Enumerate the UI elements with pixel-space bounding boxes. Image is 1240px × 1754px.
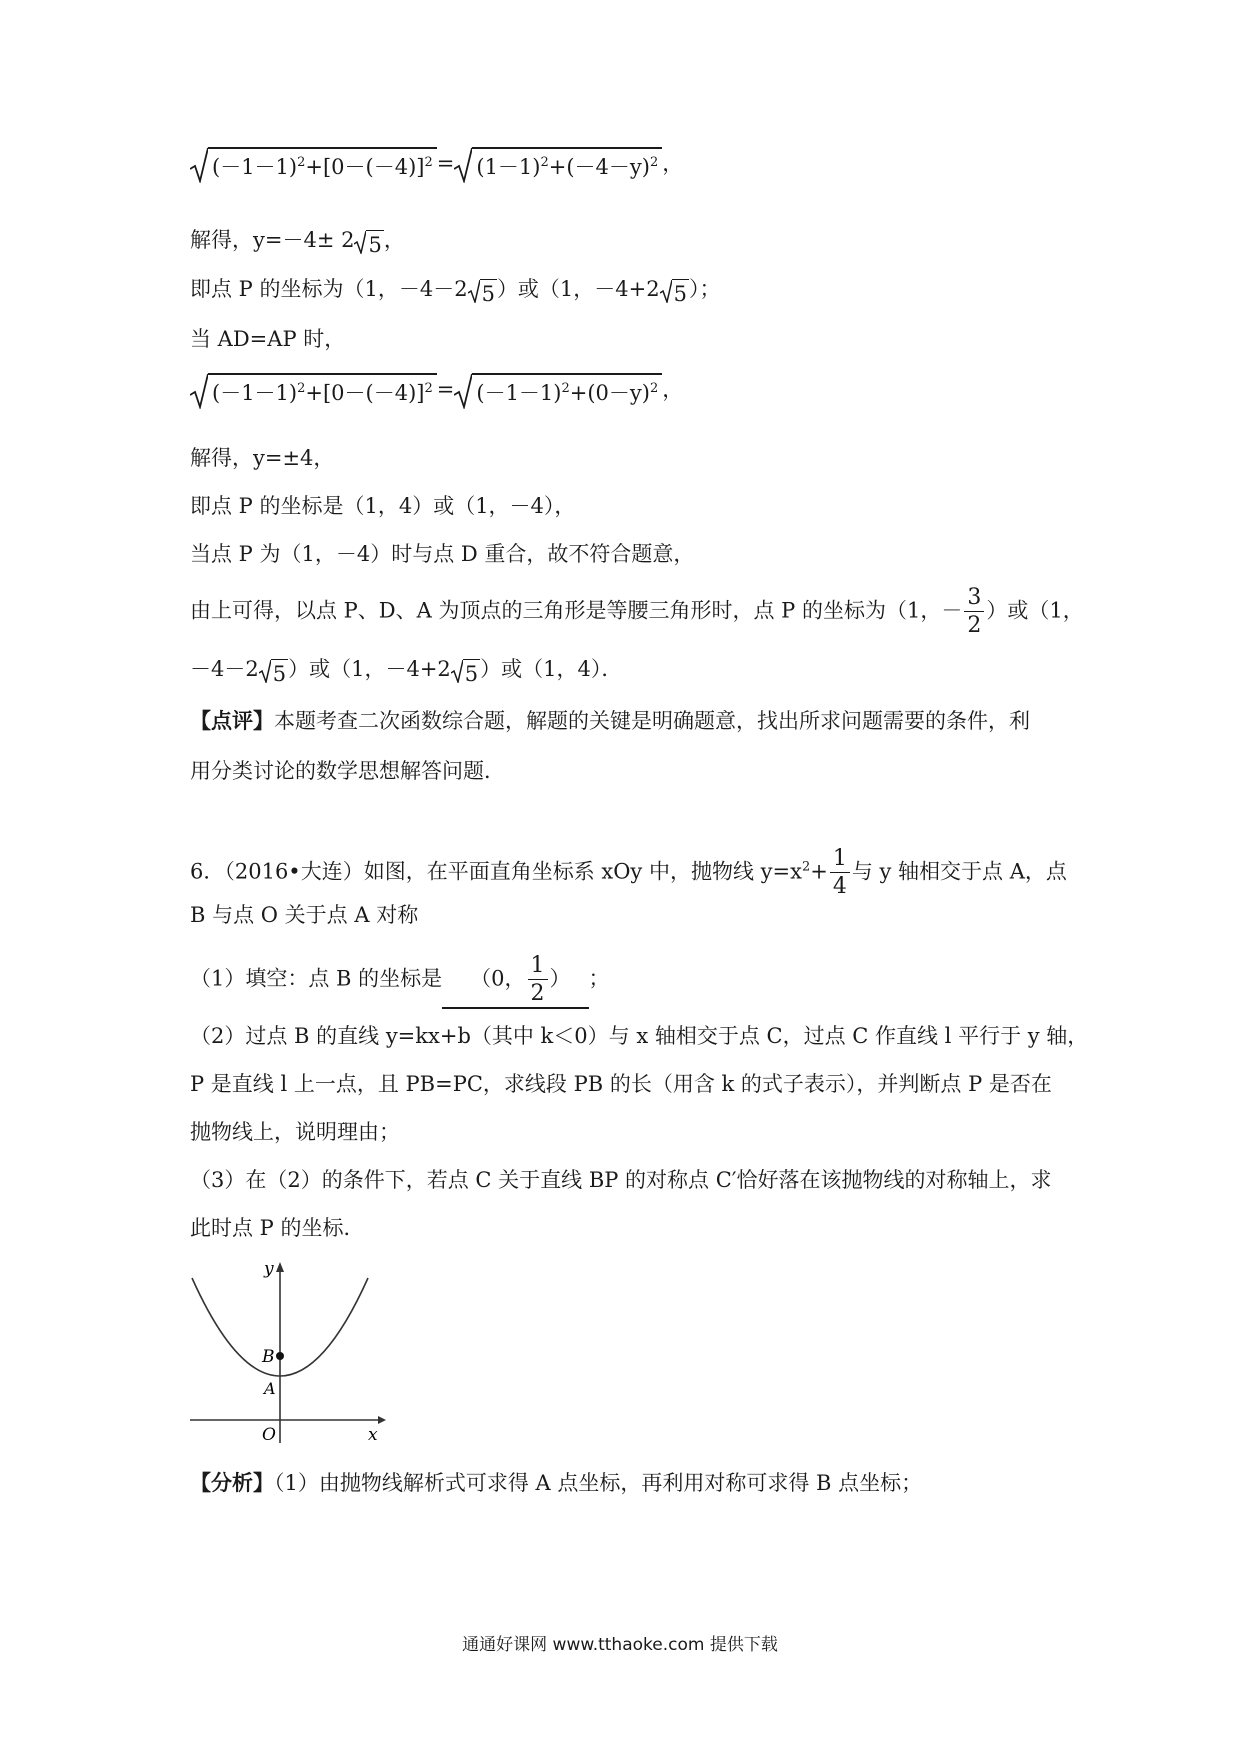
radical-icon	[354, 230, 366, 254]
point-b	[276, 1352, 284, 1360]
question-6-line-2: B 与点 O 关于点 A 对称	[190, 903, 419, 927]
equation-ad-pd: $(-1-1)^2+[0-(-4)]^2$ = $(1-1)^2+(-4-y)^2$ ，	[190, 147, 683, 183]
origin-label: O	[262, 1425, 276, 1445]
equation-ad-ap: $(-1-1)^2+[0-(-4)]^2$ = $(-1-1)^2+(0-y)^2$ ，	[190, 373, 683, 409]
x-label: x	[368, 1425, 378, 1445]
radical-icon	[468, 279, 480, 303]
part-2-line-3: 抛物线上，说明理由；	[190, 1120, 400, 1144]
comment-tag: 【点评】	[190, 708, 274, 733]
exclude-line: 当点 P 为（1，－4）时与点 D 重合，故不符合题意，	[190, 542, 695, 566]
radical-icon	[454, 147, 472, 183]
sqrt-right: $(1-1)^2+(-4-y)^2$	[454, 147, 662, 183]
y-label: y	[264, 1260, 274, 1279]
radical-icon	[190, 373, 208, 409]
question-6-line-1: 6．（2016•大连）如图，在平面直角坐标系 xOy 中，抛物线 $y=x^2+$ $\frac{1}{4}$ 与 y 轴相交于点 A，点	[190, 846, 1067, 899]
solve-line-2: 解得，y=±4，	[190, 446, 335, 470]
y-axis-arrow-icon	[276, 1262, 284, 1272]
conclusion-line-2: －4－2 5）或（1，－4+2 5）或（1，4）．	[190, 657, 623, 686]
comment-line-2: 用分类讨论的数学思想解答问题．	[190, 759, 505, 783]
result-line-2: 即点 P 的坐标是（1，4）或（1，－4），	[190, 494, 576, 518]
part-2-line-1: （2）过点 B 的直线 y=kx+b（其中 k＜0）与 x 轴相交于点 C，过点 C 作直线 l 平行于 y 轴，	[190, 1024, 1089, 1048]
conclusion-line-1: 由上可得，以点 P、D、A 为顶点的三角形是等腰三角形时，点 P 的坐标为（1，－ $\frac{3}{2}$ ）或（1，	[190, 585, 1084, 638]
x-axis-arrow-icon	[378, 1416, 386, 1424]
analysis-tag: 【分析】	[190, 1470, 274, 1495]
part-2-line-2: P 是直线 l 上一点，且 PB=PC，求线段 PB 的长（用含 k 的式子表示），并判断点 P 是否在	[190, 1072, 1052, 1096]
parabola-figure	[190, 1260, 390, 1445]
answer-blank: （0， $\frac{1}{2}$ ）	[442, 955, 588, 1009]
radical-icon	[259, 659, 271, 683]
solve-line-1: 解得，y=－4± 2 5，	[190, 228, 405, 257]
b-label: B	[262, 1347, 275, 1367]
comment-line-1: 【点评】本题考查二次函数综合题，解题的关键是明确题意，找出所求问题需要的条件，利	[190, 708, 1030, 733]
fraction-one-quarter: $\frac{1}{4}$	[830, 848, 850, 898]
case-ad-ap: 当 AD=AP 时，	[190, 327, 346, 351]
radical-icon	[454, 373, 472, 409]
part-1: （1）填空：点 B 的坐标是 （0， $\frac{1}{2}$ ） ；	[190, 955, 610, 1009]
page-footer: 通通好课网 www.tthaoke.com 提供下载	[462, 1635, 778, 1655]
part-3-line-1: （3）在（2）的条件下，若点 C 关于直线 BP 的对称点 C′恰好落在该抛物线的对称轴上，求	[190, 1168, 1052, 1192]
a-label: A	[264, 1379, 276, 1398]
radical-icon	[451, 659, 463, 683]
fraction-three-halves: $\frac{3}{2}$	[964, 587, 984, 637]
part-3-line-2: 此时点 P 的坐标．	[190, 1216, 365, 1240]
analysis-line: 【分析】（1）由抛物线解析式可求得 A 点坐标，再利用对称可求得 B 点坐标；	[190, 1470, 923, 1495]
radical-icon	[660, 279, 672, 303]
sqrt-left: $(-1-1)^2+[0-(-4)]^2$	[190, 147, 437, 183]
radical-icon	[190, 147, 208, 183]
result-line-1: 即点 P 的坐标为（1，－4－2 5）或（1，－4+2 5）；	[190, 277, 721, 306]
